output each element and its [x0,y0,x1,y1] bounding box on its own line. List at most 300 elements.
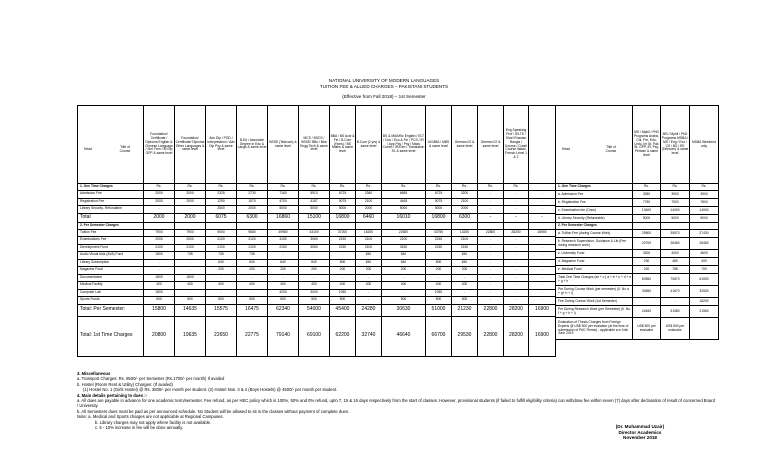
row-label: Total: 1st Time Charges [78,316,144,356]
unit-cell: Rs. [661,184,690,191]
cell-value: 29800 [633,230,661,238]
cell-value: 840 [237,259,268,267]
table-row [556,207,719,215]
cell-value: 840 [206,259,237,267]
cell-value: 2100 [206,244,237,252]
cell-value: - [175,206,206,214]
head-title-cell [78,106,144,184]
row-label: Per During Course Work (per semester) (II. No a + g+ h + i) [556,286,633,298]
signatory-title: Director Academics [618,429,662,435]
column-header: German 02 & same level [452,106,478,184]
cell-value: 4700 [268,198,299,206]
cell-value: 1800 [144,289,175,297]
cell-value: 62340 [268,304,299,316]
column-header: MS / Mphil / PhD Programs MSBA / MS / Eng / Eco / CS / BS / EE (Telecom) & same level [661,106,690,184]
cell-value: - [452,274,478,282]
cell-value: - [661,298,690,306]
cell-value: 2000 [144,237,175,245]
cell-value: - [504,244,529,252]
cell-value: 400 [175,282,206,290]
main-title: 4. Main details pertaining to dues :- [77,392,148,398]
cell-value: - [504,213,529,222]
note-b: b. Library charges may not apply where facility is not available. [95,419,212,425]
cell-value: - [529,274,556,282]
cell-value: US$ 500 per evaluator [661,318,690,340]
table-row [556,318,719,340]
cell-value: 7900 [175,229,206,237]
cell-value: 2325 [206,191,237,199]
cell-value: - [529,252,556,260]
cell-value: - [529,198,556,206]
cell-value: 3060 [299,244,330,252]
cell-value: 16475 [237,304,268,316]
column-header: Adv Dip / PGD / Interpretation / Adv Dip Psy & same level [206,106,237,184]
column-header: BSSE (Telecom) & same level [268,106,299,184]
cell-value: - [478,191,504,199]
cell-value: 2100 [144,244,175,252]
column-header: Eng Speaking Prof / IELTS / Short Russian Bangla / Course / Crash Course Italian, French Level 1 & 2 [504,106,529,184]
cell-value: - [478,267,504,275]
cell-value: - [175,259,206,267]
row-label: Computer Lab [78,289,144,297]
table-row [78,244,556,252]
cell-value: 30630 [382,304,426,316]
cell-value: 16860 [268,213,299,222]
table-row [78,213,556,222]
cell-value: 5000 [633,215,661,223]
row-label: Tuition Fee [78,229,144,237]
cell-value: 5913 [299,191,330,199]
cell-value: 400 [237,282,268,290]
column-header: All MBA / MBS & same level [426,106,452,184]
unit-cell [478,222,504,229]
cell-value: 3900 [690,191,719,199]
cell-value: - [478,289,504,297]
cell-value: 32740 [356,316,382,356]
cell-value: - [504,289,529,297]
cell-value: 70870 [661,274,690,286]
cell-value: 26460 [661,238,690,250]
cell-value: 28200 [504,316,529,356]
row-label: Medical Facility [78,282,144,290]
unit-cell: Rs. [452,184,478,191]
cell-value: 200 [356,267,382,275]
cell-value: 200 [382,267,426,275]
misc-hostel-detail: (1) Hostel No. 1 (Girls Hostel) @ Rs. 3800/- per month per student. (2) Hostel Nos. 3 & 4 (Boys Hostels) @ 4500/- per month per student. [83,387,338,393]
unit-cell [426,222,452,229]
cell-value: - [504,237,529,245]
cell-value: - [504,297,529,305]
cell-value: 2000 [144,198,175,206]
row-label: Library Subscription [78,259,144,267]
unit-cell: Rs. [330,184,356,191]
head-label-right: Head [562,147,570,151]
fee-table-right [555,105,719,340]
cell-value: - [478,297,504,305]
cell-value: 9680 [237,229,268,237]
row-label: c. Examination fee (Once) [556,207,633,215]
table-row [556,258,719,266]
cell-value: 5000 [268,206,299,214]
cell-value: 4200 [268,289,299,297]
cell-value: 32530 [690,286,719,298]
cell-value: 5000 [690,215,719,223]
cell-value: - [504,191,529,199]
table-row [556,238,719,250]
cell-value: 500 [299,297,330,305]
section-row [556,223,719,230]
cell-value: 6685 [382,191,426,199]
effective-date: (Effective from Fall 2018) – 1st Semester [342,94,426,99]
cell-value: 2000 [452,206,478,214]
cell-value: 22775 [237,316,268,356]
cell-value: 1570 [237,198,268,206]
document-header [0,78,768,100]
cell-value: 5000 [330,206,356,214]
cell-value: 1250 [206,198,237,206]
cell-value: 2150 [268,244,299,252]
cell-value: - [504,274,529,282]
column-header-spacer [529,106,556,184]
cell-value: 2000 [175,198,206,206]
cell-value: - [299,252,330,260]
table-row [78,252,556,260]
unit-cell [237,222,268,229]
cell-value: 28460 [690,238,719,250]
cell-value: 22800 [478,304,504,316]
cell-value: - [356,289,382,297]
cell-value: 7800 [690,199,719,207]
cell-value: 2150 [330,237,356,245]
section-title: 2. Per Semester Charges [556,223,633,230]
cell-value: 500 [175,297,206,305]
unit-cell [633,223,661,230]
cell-value: 19635 [175,316,206,356]
table-row [556,306,719,318]
unit-cell [356,222,382,229]
cell-value: 5075 [330,198,356,206]
row-label: Total [78,213,144,222]
cell-value: 840 [356,259,382,267]
cell-value: 2000 [175,237,206,245]
cell-value: 22600 [382,229,426,237]
table-row [556,274,719,286]
cell-value: 5000 [661,215,690,223]
cell-value: 500 [382,297,426,305]
cell-value: 9000 [206,229,237,237]
cell-value: 840 [299,259,330,267]
unit-cell [504,222,529,229]
table-row [78,198,556,206]
cell-value: - [299,274,330,282]
cell-value: - [478,213,504,222]
cell-value: - [426,252,452,260]
table-row [78,297,556,305]
cell-value: 2100 [237,237,268,245]
section-title: 1. One Time Charges [78,184,144,191]
cell-value: 2360 [356,191,382,199]
section-title: 1. One Time Charges [556,184,633,191]
cell-value: - [330,252,356,260]
cell-value: 2150 [452,244,478,252]
head-label: Head [84,147,92,151]
column-header: MSBA Weekend only [690,106,719,184]
cell-value: 24640 [633,306,661,318]
cell-value: 4187 [299,198,330,206]
cell-value: 7900 [661,199,690,207]
cell-value: 840 [356,252,382,260]
cell-value: - [478,282,504,290]
cell-value: 2100 [206,237,237,245]
cell-value: 4465 [382,198,426,206]
cell-value: 4000 [661,250,690,258]
unit-cell: Rs. [268,184,299,191]
row-label: Audio Visual Aids (AVA) Fund [78,252,144,260]
cell-value: - [529,289,556,297]
cell-value: 200 [299,267,330,275]
unit-cell [268,222,299,229]
unit-cell: Rs. [478,184,504,191]
cell-value: 840 [452,259,478,267]
cell-value: 735 [237,252,268,260]
cell-value: 500 [426,297,452,305]
cell-value: - [356,274,382,282]
row-label: Sports Funds [78,297,144,305]
cell-value: - [504,198,529,206]
unit-cell [206,222,237,229]
cell-value: 6300 [237,213,268,222]
row-label: a. Tuition Fee (during Course Work) [556,230,633,238]
cell-value: 16900 [529,229,556,237]
unit-cell: Rs. [356,184,382,191]
unit-cell: Rs. [382,184,426,191]
cell-value: 13200 [452,229,478,237]
row-label: e. Medical Fund [556,266,633,274]
table-row [78,229,556,237]
row-label: Registration Fee [78,198,144,206]
cell-value: - [529,282,556,290]
cell-value: 200 [268,267,299,275]
cell-value: 400 [144,282,175,290]
row-label: Documentation [78,274,144,282]
cell-value: 5000 [382,206,426,214]
cell-value: 2100 [175,244,206,252]
row-label: Fee During Course Work (1st Semester) [556,298,633,306]
row-label: Per During Research Work (per Semester) (II. No. f + g + h + i) [556,306,633,318]
cell-value: 7900 [144,229,175,237]
cell-value: - [504,206,529,214]
cell-value: 2000 [144,191,175,199]
cell-value: 220 [633,266,661,274]
table-row [78,191,556,199]
cell-value: 14635 [175,304,206,316]
cell-value: 24280 [356,304,382,316]
cell-value: 3150 [382,244,426,252]
cell-value: - [478,274,504,282]
table-row [78,304,556,316]
unit-cell [299,222,330,229]
cell-value: 3150 [268,237,299,245]
cell-value: 15800 [144,304,175,316]
cell-value: 500 [144,297,175,305]
table-row [78,259,556,267]
cell-value: 500 [206,297,237,305]
cell-value: 2100 [452,198,478,206]
cell-value: - [478,244,504,252]
cell-value: 2100 [356,237,382,245]
signature-date: November 2018 [623,435,657,441]
cell-value: 2000 [175,191,206,199]
unit-cell [661,223,690,230]
cell-value: - [382,289,426,297]
cell-value: - [426,274,452,282]
section-row [556,184,719,191]
cell-value: 735 [206,252,237,260]
cell-value: 16900 [529,316,556,356]
cell-value: - [529,297,556,305]
cell-value: - [237,274,268,282]
cell-value: 18200 [690,298,719,306]
cell-value: 46640 [382,316,426,356]
cell-value: 16010 [382,213,426,222]
unit-cell [382,222,426,229]
cell-value: 3000 [299,289,330,297]
table-row [78,282,556,290]
column-header: MS / Mphil / PhD Programs Arabic, Chi, Fre, Edu, Urdu, Int St, Pak St, GPP, IR, Psy, Persian & same level [633,106,661,184]
unit-cell [690,223,719,230]
cell-spacer [529,184,556,191]
cell-value: 15575 [206,304,237,316]
cell-value: 33650 [633,286,661,298]
cell-value: 28200 [504,304,529,316]
table-row [78,267,556,275]
cell-value: 480 [661,258,690,266]
cell-value: 31580 [661,306,690,318]
row-label: d. Magazine Fund [556,258,633,266]
cell-value: US$ 500 per evaluator [633,318,661,340]
cell-value: 400 [426,282,452,290]
university-name: NATIONAL UNIVERSITY OF MODERN LANGUAGES [328,78,440,83]
cell-value: 3300 [633,250,661,258]
unit-cell [330,222,356,229]
cell-value: 22800 [478,229,504,237]
row-label: Library Security- Refundable [78,206,144,214]
row-label: c. University Fund [556,250,633,258]
cell-value: - [382,274,426,282]
note-a: Note: a. Medical and Sports charges are not applicable at Regional Campuses. [77,414,224,420]
row-label: a. Admission Fee [556,191,633,199]
cell-value: 400 [690,258,719,266]
unit-cell [175,222,206,229]
table-row [78,289,556,297]
unit-cell: Rs. [144,184,175,191]
cell-value: - [633,298,661,306]
cell-value: 6075 [206,213,237,222]
cell-value: 4600 [690,250,719,258]
cell-value: 2000 [144,213,175,222]
cell-value: 5075 [426,198,452,206]
cell-value: 2500 [206,206,237,214]
main-dues-a: a. All dues are payable in advance for one academic term/semester. Fee refund, as per HEC policy which is 100%, 50% and 0% refund, upto 7, 15 & 16 days respectively from the start of classes. However, provisional students (if failed to fulfill eligibility criteria) can withdraw fee within seven (7) days after declaration of result of concerned Board / University. [77,398,715,409]
cell-value: 500 [330,297,356,305]
cell-value: - [206,274,237,282]
cell-value: 22650 [206,316,237,356]
table-row [556,250,719,258]
cell-value: - [175,289,206,297]
table-row [556,298,719,306]
cell-value: 62200 [330,316,356,356]
cell-value: 66700 [426,316,452,356]
cell-value: 41670 [661,286,690,298]
cell-value: 1800 [144,252,175,260]
unit-cell: Rs. [299,184,330,191]
cell-value: 69100 [299,316,330,356]
cell-value: 27430 [690,230,719,238]
unit-cell: Rs. [237,184,268,191]
cell-value: 840 [382,252,426,260]
title-label: Title of Course [119,145,131,153]
table-row [78,274,556,282]
cell-value: 840 [268,259,299,267]
cell-value: 2100 [356,244,382,252]
cell-value: 20800 [144,316,175,356]
row-label: Evaluation of Thesis Charges from Foreign Experts @ US$ 500 per evaluator (at the time of submission of PhD Thesis) - applicable w.e.f fall June 2019 [556,318,633,340]
fee-title: TUITION FEE & ALLIED CHARGES – PAKISTANI STUDENTS [319,83,449,89]
cell-value: - [268,274,299,282]
row-label: Total One Time Charges (lst + c ) a + b + c + d + e + g + h [556,274,633,286]
cell-value: 14000 [690,207,719,215]
column-header: B.Com (2 yrs) & same level [356,106,382,184]
cell-value: 7780 [633,199,661,207]
note-c: c. 5 - 10% increase in fee will be done annually. [95,425,184,431]
row-label: Development Fund [78,244,144,252]
cell-value: 840 [382,259,426,267]
cell-value: 21230 [452,304,478,316]
cell-value: 16800 [426,213,452,222]
cell-value: 2100 [382,237,426,245]
cell-value: 37200 [330,229,356,237]
cell-value: 840 [452,252,478,260]
cell-value: - [504,267,529,275]
cell-value: 2100 [356,198,382,206]
cell-value: 14000 [661,207,690,215]
cell-value: - [330,274,356,282]
cell-value: 2100 [237,244,268,252]
cell-value: 2000 [356,206,382,214]
cell-value: 500 [452,297,478,305]
cell-value: - [452,289,478,297]
cell-value: 6725 [426,191,452,199]
cell-value: 200 [452,267,478,275]
cell-value: 800 [330,259,356,267]
title-label-right: Title of Course [605,145,617,153]
cell-value: 5000 [426,206,452,214]
cell-value: 400 [452,282,478,290]
cell-value: - [268,252,299,260]
column-header: German 02 & same level [478,106,504,184]
column-header: BS & MA/MSc English / ELT / Gov / Eco & Fin / PCS / IR / App Psy / Psy / Mass Comm / IR/Gen / Translation St. & same level [382,106,426,184]
cell-value: 60550 [633,274,661,286]
fee-table-left [77,105,556,357]
cell-value: 16900 [529,304,556,316]
cell-value: - [356,297,382,305]
cell-value: 200 [237,267,268,275]
cell-value: 785 [661,266,690,274]
table-row [556,215,719,223]
cell-value: 1800 [144,274,175,282]
cell-value: - [529,267,556,275]
head-title-cell-right [556,106,633,184]
